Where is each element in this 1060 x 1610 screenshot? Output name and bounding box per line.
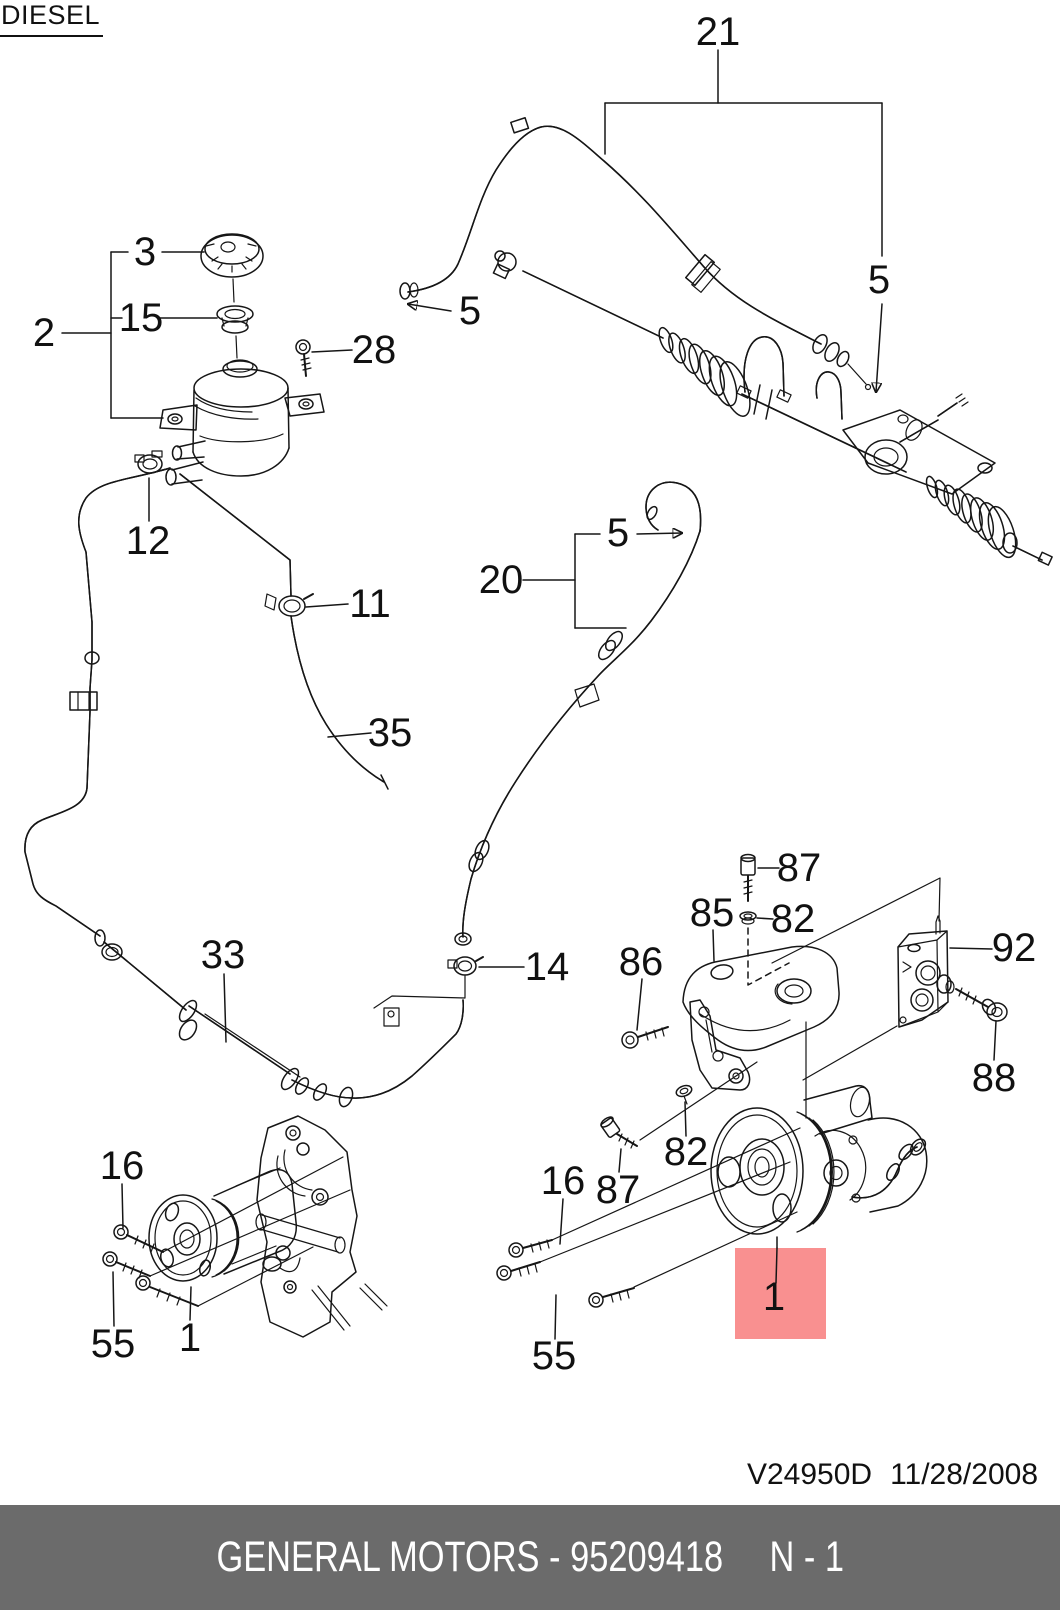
callout-20: 20 — [478, 558, 524, 602]
callout-82-top: 82 — [770, 897, 816, 941]
callout-11: 11 — [349, 582, 391, 626]
valve-92 — [898, 916, 1007, 1027]
drawing-date: 11/28/2008 — [890, 1458, 1038, 1491]
pump-assembly-diesel — [497, 878, 940, 1307]
leader-line-21 — [328, 733, 371, 737]
pump-assembly-left — [103, 1116, 387, 1337]
callout-15: 15 — [118, 296, 164, 340]
callout-12: 12 — [125, 519, 171, 563]
reservoir-assembly — [135, 234, 324, 485]
leader-lines — [62, 50, 996, 1339]
leader-line-12 — [312, 350, 352, 352]
callout-87-low: 87 — [595, 1168, 641, 1212]
leader-line-25 — [113, 1272, 114, 1326]
callout-82-low: 82 — [663, 1130, 709, 1174]
footer-page-ref: N - 1 — [769, 1533, 844, 1581]
callout-1-left: 1 — [178, 1316, 202, 1360]
callout-3: 3 — [133, 230, 157, 274]
leader-line-15 — [408, 304, 451, 311]
reservoir-to-clamp-pipe — [180, 474, 291, 596]
clamp-11 — [265, 594, 313, 616]
callout-5-mid: 5 — [606, 511, 630, 555]
footer-separator: - — [548, 1533, 561, 1581]
leader-line-19 — [637, 533, 682, 534]
footer-bar — [0, 1505, 1060, 1610]
leader-line-31 — [950, 948, 992, 949]
callout-5-rack: 5 — [867, 258, 891, 302]
leader-line-22 — [224, 974, 226, 1042]
callout-87-top: 87 — [776, 846, 822, 890]
return-line-20 — [455, 482, 701, 945]
leader-line-35 — [560, 1199, 563, 1244]
clamp-14 — [374, 957, 483, 1008]
callout-92: 92 — [991, 926, 1037, 970]
leader-line-30 — [637, 979, 642, 1030]
callout-88: 88 — [971, 1056, 1017, 1100]
callout-85: 85 — [689, 891, 735, 935]
callout-16-left: 16 — [99, 1144, 145, 1188]
callout-labels — [33, 10, 1036, 1378]
return-hose-35 — [291, 616, 388, 789]
callout-86: 86 — [618, 940, 664, 984]
callout-1-diesel: 1 — [762, 1275, 786, 1319]
footer-company: GENERAL MOTORS — [216, 1533, 540, 1581]
callout-21: 21 — [695, 10, 741, 54]
callout-55-right: 55 — [531, 1334, 577, 1378]
drawing-code: V24950D — [746, 1458, 873, 1491]
callout-14: 14 — [524, 945, 570, 989]
callout-16-right: 16 — [540, 1159, 586, 1203]
leader-line-24 — [122, 1184, 123, 1228]
steering-gear — [493, 251, 1052, 565]
leader-line-4 — [876, 304, 882, 392]
callout-5-left: 5 — [458, 289, 482, 333]
leader-line-32 — [994, 1021, 996, 1060]
callout-35: 35 — [367, 711, 413, 755]
leader-line-14 — [306, 604, 348, 607]
callout-33: 33 — [200, 933, 246, 977]
footer-title — [216, 1533, 844, 1582]
cooler-pipe-33 — [95, 930, 463, 1108]
callout-28: 28 — [351, 328, 397, 372]
drawing-stamp — [747, 1458, 1038, 1492]
callout-2: 2 — [32, 311, 56, 355]
callout-55-left: 55 — [90, 1322, 136, 1366]
footer-part-number: 95209418 — [569, 1533, 723, 1581]
leader-line-36 — [555, 1295, 556, 1339]
pressure-hose-21 — [400, 118, 871, 390]
diesel-caption: DIESEL — [0, 0, 103, 37]
